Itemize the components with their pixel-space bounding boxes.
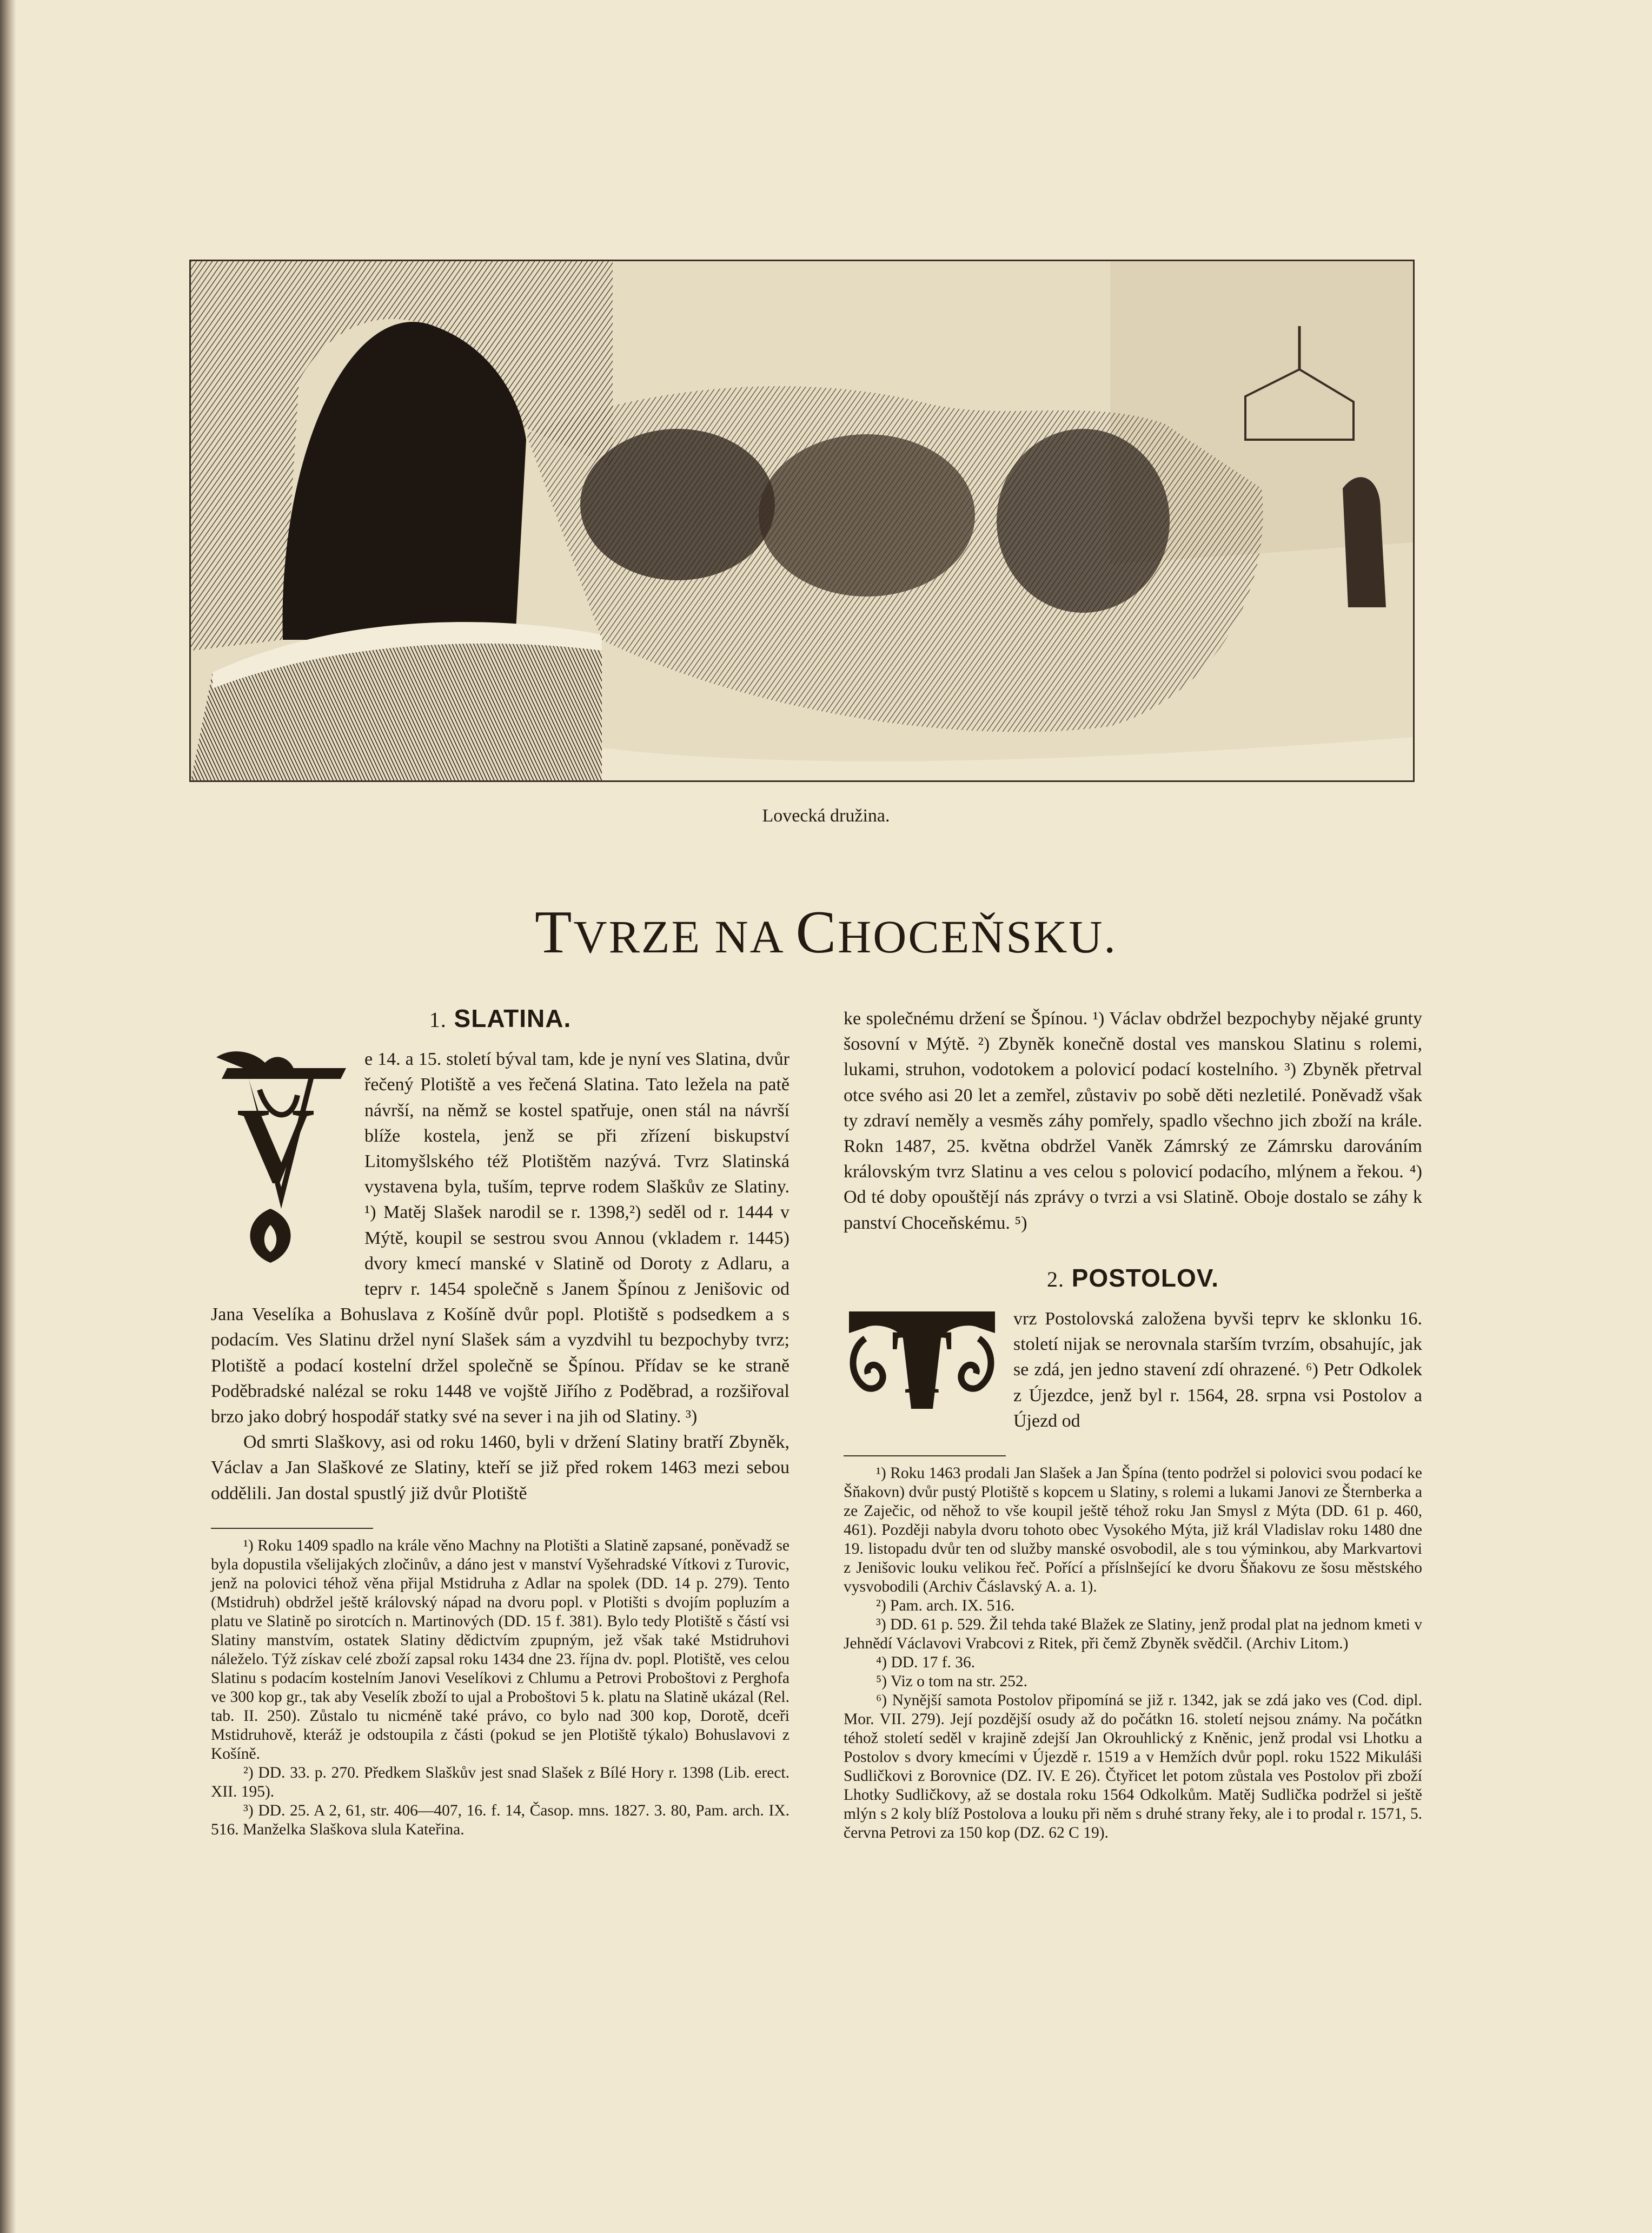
footnote-1: ¹) Roku 1463 prodali Jan Slašek a Jan Špína (tento podržel si polovici svou podací ke Šňakovn) dvůr pustý Plotiště s kopcem u Slatiny, s rolemi a lukami Janovi ze Šternberka a ze Zaječic, od něhož to vše koupil ještě téhož roku Jan Smysl z Mýta (DD. 61 p. 460, 461). Později nabyla dvoru tohoto obec Vysokého Mýta, již král Vladislav roku 1480 dne 19. listopadu dvůr ten od služby manské osvobodil, ale s tou výminkou, aby Markvartovi z Jenišovic louku velikou řeč. Pořící a příslnšející ke dvoru Šňakovu ze šosu městského vysvobodili (Archiv Čáslavský A. a. 1). xyxy=(844,1465,1422,1596)
initial-letter: V xyxy=(236,1086,315,1206)
page-title xyxy=(0,898,1652,968)
footnote-6: ⁶) Nynější samota Postolov připomíná se již r. 1342, jak se zdá jako ves (Cod. dipl. Mor. VII. 279). Její pozdější osudy až do počátkn 16. století nejsou známy. Na počátkn téhož století seděl v krajině zdejší Jan Okrouhlický z Kněnic, jenž prodal vsi Lhotku a Postolov s dvory kmecími v Újezdě r. 1519 a v Hemžích dvůr popl. roku 1522 Mikuláši Sudličkovi z Borovnice (DZ. IV. E 26). Čtyřicet let potom zůstala ves Postolov při zboží Lhotky Sudličkovy, až se dostala roku 1564 Odkolkům. Matěj Sudlička podržel si ještě mlýn s 2 koly blíž Postolova a louku při něm s druhé strany řeky, ale i to prodal r. 1571, 5. června Petrovi za 150 kop (DZ. 62 C 19). xyxy=(844,1692,1422,1842)
engraving-image xyxy=(191,261,1413,780)
right-column xyxy=(844,1006,1422,1843)
title-initial-c: C xyxy=(795,899,838,966)
footnote-2: ²) Pam. arch. IX. 516. xyxy=(876,1597,1015,1615)
footnote-5: ⁵) Viz o tom na str. 252. xyxy=(876,1673,1028,1691)
footnote-separator xyxy=(844,1455,1006,1456)
footnotes-left xyxy=(211,1536,789,1839)
footnote-3: ³) DD. 25. A 2, 61, str. 406—407, 16. f. 14, Časop. mns. 1827. 3. 80, Pam. arch. IX. 516. Manželka Slaškova slula Kateřina. xyxy=(211,1801,789,1838)
section-heading-slatina xyxy=(211,1006,789,1032)
slatina-continuation: ke společnému držení se Špínou. ¹) Václav obdržel bezpochyby nějaké grunty šosovní v Mýtě. ²) Zbyněk konečně dostal ves manskou Slatinu s rolemi, lukami, struhon, vodotokem a polovicí podací kostelního. ³) Zbyněk přetrval otce svého asi 20 let a zemřel, zůstaviv po sobě děti nezletilé. Poněvadž však ty zdraví neměly a vesměs záhy pomřely, spadlo všechno jich zboží na krále. Rokn 1487, 25. května obdržel Vaněk Zámrský ze Zámrsku darováním královským tvrz Slatinu a ves celou s polovicí podacího, mlýnem a řekou. ⁴) Od té doby opouštějí nás zprávy o tvrzi a vsi Slatině. Oboje dostalo se záhy k panství Choceňskému. ⁵) xyxy=(844,1009,1422,1233)
page-edge-shadow xyxy=(0,0,16,2233)
footnote-1: ¹) Roku 1409 spadlo na krále věno Machny na Plotišti a Slatině zapsané, poněvadž se byla dopustila všelijakých zločinův, a dáno jest v manství Vyšehradské Vítkovi z Turovic, jenž na polovici téhož věna přijal Mstidruha z Adlar na spolek (DD. 14 p. 279). Tento (Mstidruh) obdržel ještě královský nápad na dvoru popl. v Plotišti s dvojím popluzím a platu ve Slatině po sirotcích n. Martinových (DD. 15 f. 381). Bylo tedy Plotiště s částí vsi Slatiny manstvím, ostatek Slatiny dědictvím zpupným, jež však také Mstidruhovi náleželo. Týž získav celé zboží zapsal roku 1434 dne 23. října dv. popl. Plotiště, ves celou Slatinu s podacím kostelním Janovi Veselíkovi z Chlumu a Petrovi Proboštovi z Perghofa ve 300 kop gr., tak aby Veselík zboží to ujal a Proboštovi 5 k. platu na Slatině ukázal (Rel. tab. II. 250). Zůstalo tu nicméně také právo, co bylo nad 300 kop, Dorotě, dceři Mstidruhově, kteráž je odstoupila z části (pokud se jen Plotiště týkalo) Bohuslavovi z Košíně. xyxy=(211,1536,789,1762)
postolov-paragraph-1: vrz Postolovská založena byvši teprv ke sklonku 16. století nijak se nerovnala starším tvrzím, obsahujíc, jak se zdá, jen jedno stavení zdí ohrazené. ⁶) Petr Odkolek z Újezdce, jenž byl r. 1564, 28. srpna vsi Postolov a Újezd od xyxy=(1013,1309,1422,1431)
footnotes-right xyxy=(844,1464,1422,1843)
footnote-separator xyxy=(211,1528,373,1529)
section-title: POSTOLOV. xyxy=(1071,1263,1219,1292)
slatina-paragraph-1: e 14. a 15. století býval tam, kde je nyní ves Slatina, dvůr řečený Plotiště a ves řečená Slatina. Tato ležela na patě návrší, na němž se kostel spatřuje, onen stál na návrší blíže kostela, jenž se při zřízení biskupství Litomyšlského též Plotištěm nazývá. Tvrz Slatinská vystavena byla, tuším, teprve rodem Slaškův ze Slatiny. ¹) Matěj Slašek narodil se r. 1398,²) seděl od r. 1444 v Mýtě, koupil se sestrou svou Annou (vkladem r. 1445) dvory kmecí manské v Slatině od Doroty z Adlaru, a teprv r. 1454 společně s Janem Špínou z Jenišovic od Jana Veselíka a Bohuslava z Košíně dvůr popl. Plotiště s podsedkem a s podacím. Ves Slatinu držel nyní Slašek sám a vyzdvihl tu bezpochyby tvrz; Plotiště a podací kostelní držel společně se Špínou. Přídav se ke straně Poděbradské nalézal se roku 1448 ve vojště Jiřího z Poděbrad, a rozšiřoval brzo jako dobrý hospodář statky své na sever i na jih od Slatiny. ³) xyxy=(211,1049,789,1427)
section-heading-postolov xyxy=(844,1265,1422,1292)
section-number: 1. xyxy=(429,1008,447,1032)
left-column xyxy=(211,1006,789,1839)
title-part-1: VRZE NA xyxy=(573,911,796,963)
initial-letter: T xyxy=(891,1311,953,1413)
footnote-4: ⁴) DD. 17 f. 36. xyxy=(876,1654,976,1672)
title-initial-t: T xyxy=(535,899,574,966)
decorated-initial-t xyxy=(844,1306,1000,1414)
section-gap xyxy=(844,1236,1422,1265)
section-title: SLATINA. xyxy=(454,1004,572,1032)
decorated-initial-v xyxy=(211,1046,351,1274)
footnote-3: ³) DD. 61 p. 529. Žil tehda také Blažek ze Slatiny, jenž prodal plat na jednom kmeti v Jehnědí Václavovi Vrabcovi z Ritek, při čemž Zbyněk svědčil. (Archiv Litom.) xyxy=(844,1616,1422,1653)
ornamental-v-letter xyxy=(211,1046,351,1274)
illustration-caption: Lovecká družina. xyxy=(762,806,890,826)
footnote-2: ²) DD. 33. p. 270. Předkem Slaškův jest snad Slašek z Bílé Hory r. 1398 (Lib. erect. XII. 195). xyxy=(211,1764,789,1800)
section-number: 2. xyxy=(1046,1267,1064,1291)
title-part-2: HOCEŇSKU. xyxy=(838,911,1117,963)
slatina-paragraph-2: Od smrti Slaškovy, asi od roku 1460, byli v držení Slatiny bratří Zbyněk, Václav a Jan Slaškové ze Slatiny, kteří se již před rokem 1463 mezi sebou oddělili. Jan dostal spustlý již dvůr Plotiště xyxy=(211,1432,789,1503)
hunting-party-illustration xyxy=(189,260,1415,782)
ornamental-t-letter xyxy=(844,1306,1000,1414)
